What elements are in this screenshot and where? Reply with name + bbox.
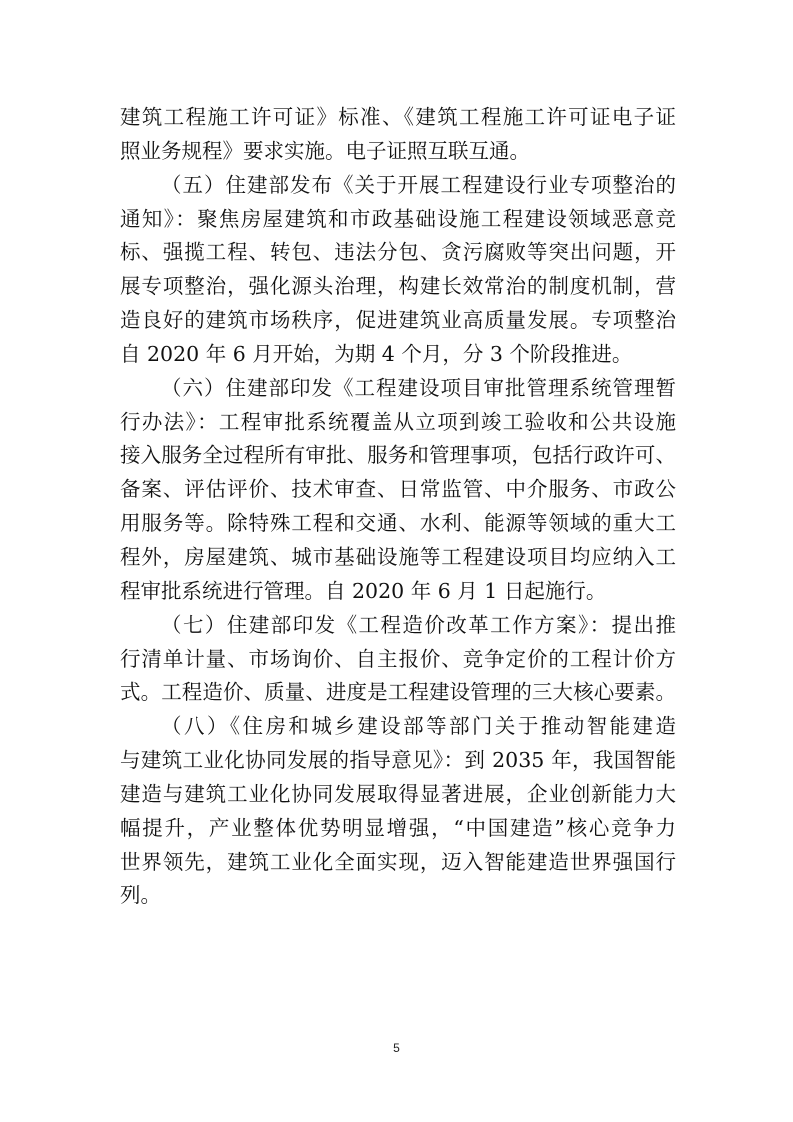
text-line: 标、强揽工程、转包、违法分包、贪污腐败等突出问题，开: [120, 240, 676, 265]
paragraph-start-line: （五）住建部发布《关于开展工程建设行业专项整治的: [161, 172, 676, 197]
page-number: 5: [393, 1041, 400, 1055]
text-line: 幅提升，产业整体优势明显增强，“中国建造”核心竞争力: [120, 815, 676, 840]
text-line: 世界领先，建筑工业化全面实现，迈入智能建造世界强国行: [120, 849, 676, 874]
paragraph-start-line: （七）住建部印发《工程造价改革工作方案》：提出推: [161, 612, 676, 637]
body-text: [120, 101, 676, 913]
paragraph-start-line: （八）《住房和城乡建设部等部门关于推动智能建造: [161, 714, 676, 739]
text-line: 照业务规程》要求实施。电子证照互联互通。: [120, 138, 530, 163]
text-line: 列。: [120, 883, 161, 908]
text-line: 式。工程造价、质量、进度是工程建设管理的三大核心要素。: [120, 680, 676, 705]
text-line: 与建筑工业化协同发展的指导意见》：到 2035 年，我国智能: [120, 748, 676, 773]
text-line: 展专项整治，强化源头治理，构建长效常治的制度机制，营: [120, 274, 676, 299]
text-line: 接入服务全过程所有审批、服务和管理事项，包括行政许可、: [120, 443, 676, 468]
text-line: 自 2020 年 6 月开始，为期 4 个月，分 3 个阶段推进。: [120, 341, 633, 366]
text-line: 程审批系统进行管理。自 2020 年 6 月 1 日起施行。: [120, 578, 607, 603]
text-line: 行清单计量、市场询价、自主报价、竞争定价的工程计价方: [120, 646, 676, 671]
text-line: 用服务等。除特殊工程和交通、水利、能源等领域的重大工: [120, 511, 676, 536]
text-line: 行办法》：工程审批系统覆盖从立项到竣工验收和公共设施: [120, 409, 676, 434]
text-line: 建造与建筑工业化协同发展取得显著进展，企业创新能力大: [120, 781, 676, 806]
text-line: 建筑工程施工许可证》标准、《建筑工程施工许可证电子证: [120, 105, 676, 129]
text-line: 造良好的建筑市场秩序，促进建筑业高质量发展。专项整治: [120, 308, 676, 333]
text-line: 通知》：聚焦房屋建筑和市政基础设施工程建设领域恶意竞: [120, 206, 676, 231]
text-line: 程外，房屋建筑、城市基础设施等工程建设项目均应纳入工: [120, 544, 676, 569]
text-line: 备案、评估评价、技术审查、日常监管、中介服务、市政公: [120, 477, 676, 502]
paragraph-start-line: （六）住建部印发《工程建设项目审批管理系统管理暂: [161, 375, 676, 400]
